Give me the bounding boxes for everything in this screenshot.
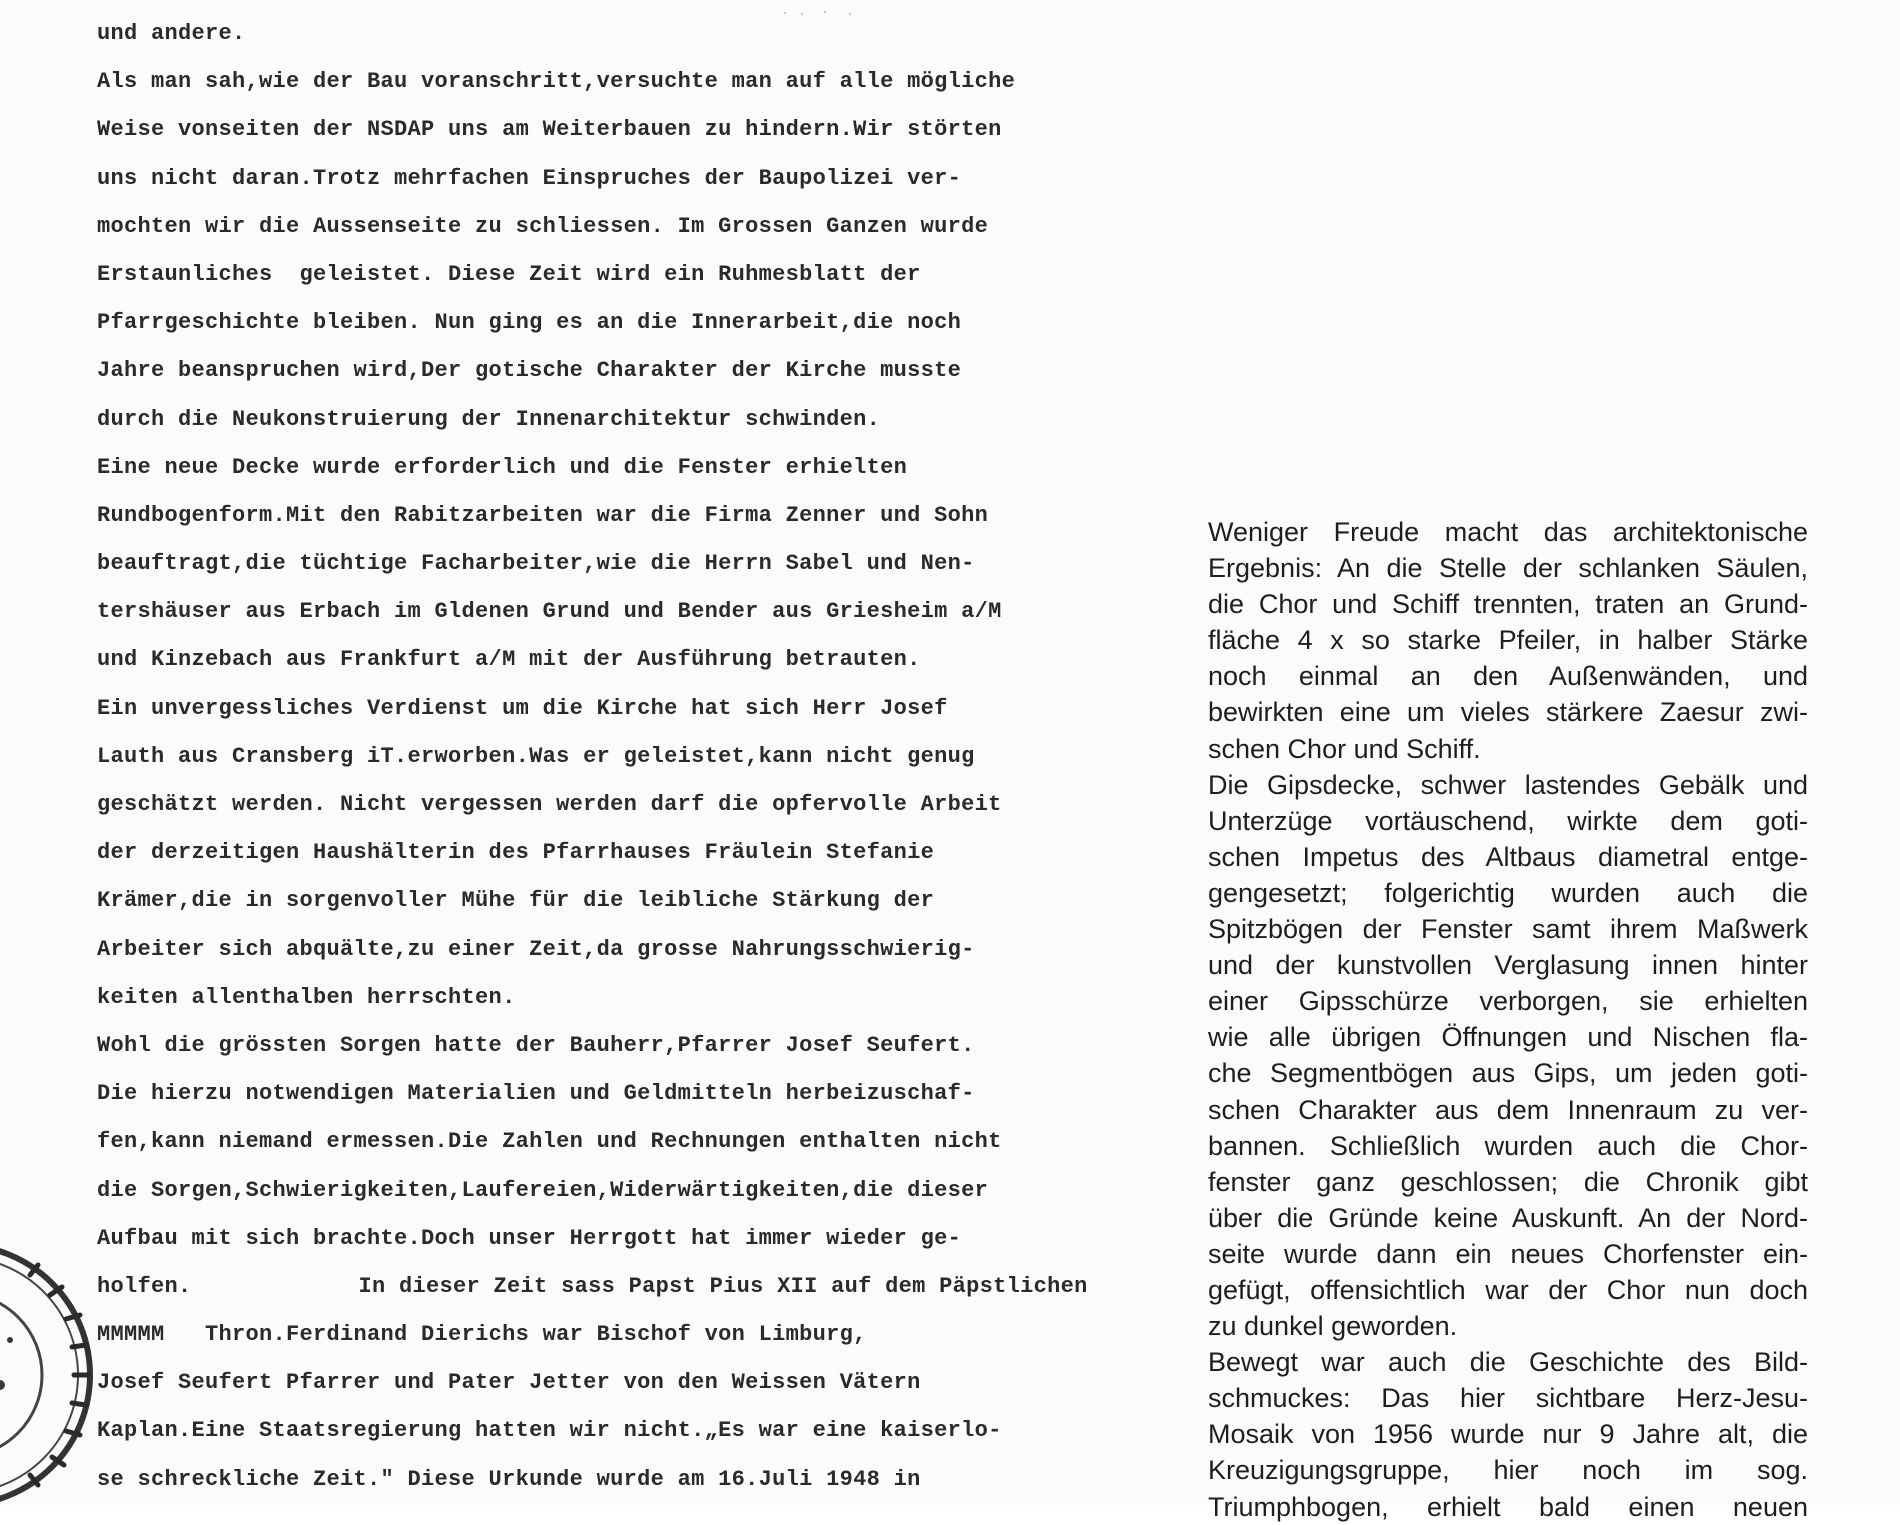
- printed-line: Weniger Freude macht das architektonische: [1208, 517, 1808, 547]
- typewritten-document: [97, 10, 1127, 1504]
- typed-line-text: Thron.Ferdinand Dierichs war Bischof von Limburg,: [164, 1322, 867, 1348]
- printed-line: zu dunkel geworden.: [1208, 1311, 1458, 1342]
- typed-line: und Kinzebach aus Frankfurt a/M mit der Ausführung betrauten.: [97, 647, 921, 673]
- typed-line: Weise vonseiten der NSDAP uns am Weiterbauen zu hindern.Wir störten: [97, 117, 1002, 143]
- typed-line: [97, 1311, 1127, 1359]
- typed-line: holfen. In dieser Zeit sass Papst Pius XII auf dem Päpstlichen: [97, 1273, 1088, 1299]
- typed-line: mochten wir die Aussenseite zu schliessen. Im Grossen Ganzen wurde: [97, 213, 989, 239]
- typed-line: Wohl die grössten Sorgen hatte der Bauherr,Pfarrer Josef Seufert.: [97, 1032, 975, 1058]
- typed-line: Ein unvergessliches Verdienst um die Kirche hat sich Herr Josef: [97, 695, 948, 721]
- printed-line: Unterzüge vortäuschend, wirkte dem goti-: [1208, 805, 1808, 836]
- typed-line: tershäuser aus Erbach im Gldenen Grund und Bender aus Griesheim a/M: [97, 599, 1002, 625]
- typed-line: beauftragt,die tüchtige Facharbeiter,wie die Herrn Sabel und Nen-: [97, 551, 975, 577]
- printed-line: che Segmentbögen aus Gips, um jeden goti-: [1208, 1058, 1808, 1089]
- typed-line: fen,kann niemand ermessen.Die Zahlen und Rechnungen enthalten nicht: [97, 1129, 1002, 1155]
- typed-line: der derzeitigen Haushälterin des Pfarrhauses Fräulein Stefanie: [97, 840, 935, 866]
- printed-line: fläche 4 x so starke Pfeiler, in halber Stärke: [1208, 625, 1808, 656]
- typed-line: Aufbau mit sich brachte.Doch unser Herrgott hat immer wieder ge-: [97, 1225, 962, 1251]
- typed-line: Eine neue Decke wurde erforderlich und die Fenster erhielten: [97, 454, 908, 480]
- printed-text-column: [1208, 514, 1808, 1525]
- typed-line: Krämer,die in sorgenvoller Mühe für die leibliche Stärkung der: [97, 888, 935, 914]
- typed-line: durch die Neukonstruierung der Innenarchitektur schwinden.: [97, 406, 881, 432]
- printed-line: Bewegt war auch die Geschichte des Bild-: [1208, 1347, 1808, 1378]
- printed-line: wie alle übrigen Öffnungen und Nischen fla-: [1208, 1022, 1808, 1053]
- printed-line: Mosaik von 1956 wurde nur 9 Jahre alt, die: [1208, 1419, 1808, 1450]
- printed-line: Spitzbögen der Fenster samt ihrem Maßwerk: [1208, 914, 1808, 945]
- printed-line: schen Charakter aus dem Innenraum zu ver-: [1208, 1094, 1808, 1125]
- printed-line: über die Gründe keine Auskunft. An der Nord-: [1208, 1202, 1808, 1233]
- typed-line: Pfarrgeschichte bleiben. Nun ging es an die Innerarbeit,die noch: [97, 310, 962, 336]
- typed-line: Arbeiter sich abquälte,zu einer Zeit,da grosse Nahrungsschwierig-: [97, 936, 975, 962]
- printed-line: und der kunstvollen Verglasung innen hinter: [1208, 950, 1808, 981]
- typed-line-indented: In dieser Zeit sass Papst Pius XII auf dem Päpstlichen: [358, 1273, 1088, 1299]
- printed-line: bannen. Schließlich wurden auch die Chor-: [1208, 1130, 1808, 1161]
- typed-line: Erstaunliches geleistet. Diese Zeit wird ein Ruhmesblatt der: [97, 261, 921, 287]
- typed-line: keiten allenthalben herrschten.: [97, 984, 516, 1010]
- struck-prefix: MMMMM: [97, 1322, 165, 1348]
- printed-line: schmuckes: Das hier sichtbare Herz-Jesu-: [1208, 1383, 1808, 1414]
- printed-line: gefügt, offensichtlich war der Chor nun doch: [1208, 1274, 1808, 1305]
- typed-line: geschätzt werden. Nicht vergessen werden darf die opfervolle Arbeit: [97, 792, 1002, 817]
- typed-line: Rundbogenform.Mit den Rabitzarbeiten war die Firma Zenner und Sohn: [97, 502, 989, 528]
- printed-line: seite wurde dann ein neues Chorfenster ein-: [1208, 1238, 1808, 1269]
- printed-line: noch einmal an den Außenwänden, und: [1208, 661, 1808, 692]
- printed-line: gengesetzt; folgerichtig wurden auch die: [1208, 877, 1808, 908]
- printed-line: bewirkten eine um vieles stärkere Zaesur zwi-: [1208, 697, 1808, 728]
- printed-line: Ergebnis: An die Stelle der schlanken Säulen,: [1208, 553, 1808, 584]
- printed-line: die Chor und Schiff trennten, traten an Grund-: [1208, 589, 1808, 620]
- printed-line: fenster ganz geschlossen; die Chronik gibt: [1208, 1166, 1808, 1197]
- printed-line: Kreuzigungsgruppe, hier noch im sog.: [1208, 1455, 1808, 1486]
- printed-line: einer Gipsschürze verborgen, sie erhielten: [1208, 986, 1808, 1017]
- typed-line: Die hierzu notwendigen Materialien und Geldmitteln herbeizuschaf-: [97, 1081, 975, 1107]
- printed-line: Triumphbogen, erhielt bald einen neuen: [1208, 1491, 1808, 1522]
- typed-line: Kaplan.Eine Staatsregierung hatten wir nicht.„Es war eine kaiserlo-: [97, 1418, 1002, 1444]
- typed-line: se schreckliche Zeit." Diese Urkunde wurde am 16.Juli 1948 in: [97, 1466, 921, 1492]
- typed-line: Jahre beanspruchen wird,Der gotische Charakter der Kirche musste: [97, 358, 962, 384]
- printed-line: Die Gipsdecke, schwer lastendes Gebälk und: [1208, 769, 1808, 800]
- typed-line: die Sorgen,Schwierigkeiten,Laufereien,Widerwärtigkeiten,die dieser: [97, 1177, 989, 1203]
- printed-line: schen Impetus des Altbaus diametral entge-: [1208, 841, 1808, 872]
- typed-line: Lauth aus Cransberg iT.erworben.Was er geleistet,kann nicht genug: [97, 743, 975, 769]
- printed-line: schen Chor und Schiff.: [1208, 733, 1481, 764]
- typed-line: Josef Seufert Pfarrer und Pater Jetter von den Weissen Vätern: [97, 1370, 921, 1396]
- typed-line: uns nicht daran.Trotz mehrfachen Einspruches der Baupolizei ver-: [97, 165, 962, 191]
- typed-line: und andere.: [97, 21, 246, 46]
- official-seal-icon: [0, 1235, 105, 1515]
- typed-line: Als man sah,wie der Bau voranschritt,versuchte man auf alle mögliche: [97, 69, 1016, 95]
